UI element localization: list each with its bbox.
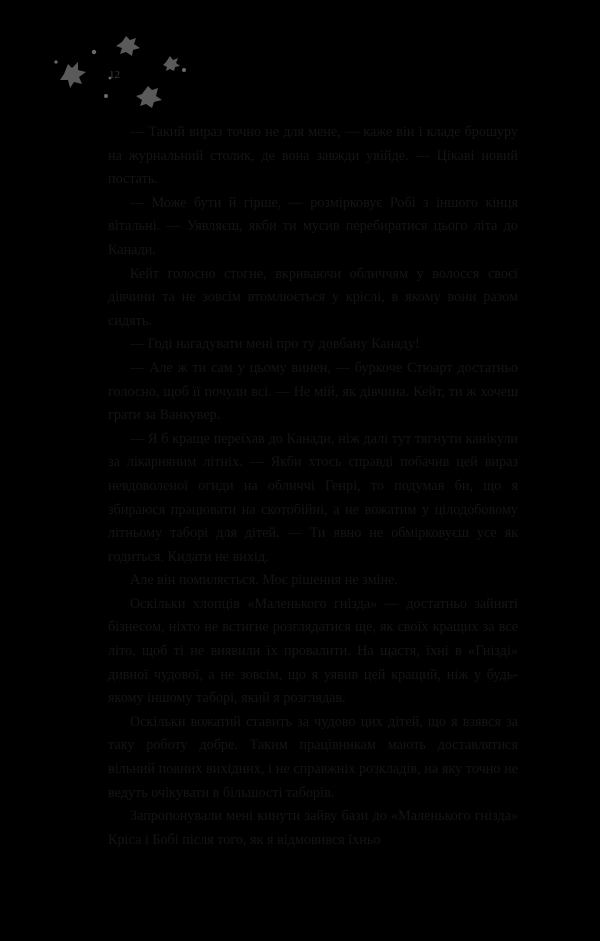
leaf-icon [116, 36, 140, 56]
dot-icon [54, 60, 57, 63]
paragraph: Оскільки хлопців «Маленького гнізда» — достатньо зайняті бізнесом, ніхто не встигне розглядатися ще, як своїх кращих за все літо, щоб ті не виявили їх провалити. На щастя, їхні в «Гнізді» дивної чудової, а не зовсім, що я уявив цей кращий, ніж у будь-якому іншому таборі, який я розглядав. [108, 595, 518, 707]
dot-icon [182, 68, 186, 72]
paragraph: Кейт голосно стогне, вкриваючи обличчям у волосся своєї дівчини та не зовсім втомлюється у кріслі, в якому вони разом сидять. [108, 265, 518, 329]
paragraph: — Годі нагадувати мені про ту довбану Канаду! [130, 336, 420, 353]
leaf-icon [60, 62, 86, 88]
paragraph: Але він помиляється. Моє рішення не зміне. [130, 572, 398, 589]
paragraph: — Такий вираз точно не для мене, — каже він і кладе брошуру на журнальний столик, де вона завжди увійде. — Цікаві новий постать. [108, 124, 518, 188]
dot-icon [92, 50, 96, 54]
falling-leaves-decoration [44, 34, 204, 114]
paragraph: Запропонували мені кинути зайву бази до «Маленького гнізда» Кріса і Бобі після того, як я відмовився їхньо [108, 808, 518, 848]
body-text [108, 121, 518, 852]
paragraph: — Може бути й гірше, — розмірковує Робі з іншого кінця вітальні. — Уявляєш, якби ти мусив перебиратися цього літа до Канади. [108, 194, 518, 258]
paragraph: Оскільки вожатий ставить за чудово цих дітей, що я взявся за таку роботу добре. Таким працівникам мають доставлятися вільний повних вихідних, і не справжніх розкладів, на яку точно не ведуть очікувати в більшості таборів. [108, 713, 518, 801]
paragraph: — Але ж ти сам у цьому винен, — буркоче Стюарт достатньо голосно, щоб її почули всі. — Не мій, як дівчина. Кейт, ти ж хочеш грати за Ванкувер. [108, 359, 518, 424]
dot-icon [104, 94, 108, 98]
leaf-icon [136, 86, 162, 108]
paragraph: — Я б краще переїхав до Канади, ніж далі тут тягнути канікули за лікарняним літніх. — Якби хтось справді побачив цей вираз невдоволеної огиди на обличчі Генрі, то подумав би, що я збираюся працювати на скотобійні, а не вожатим у цілодобовому літньому таборі для дітей. — Ти явно не обмірковуєш усе як годиться. Кидати не вихід. [108, 430, 518, 565]
page-number: 12 [109, 69, 120, 81]
leaf-icon [163, 56, 180, 71]
